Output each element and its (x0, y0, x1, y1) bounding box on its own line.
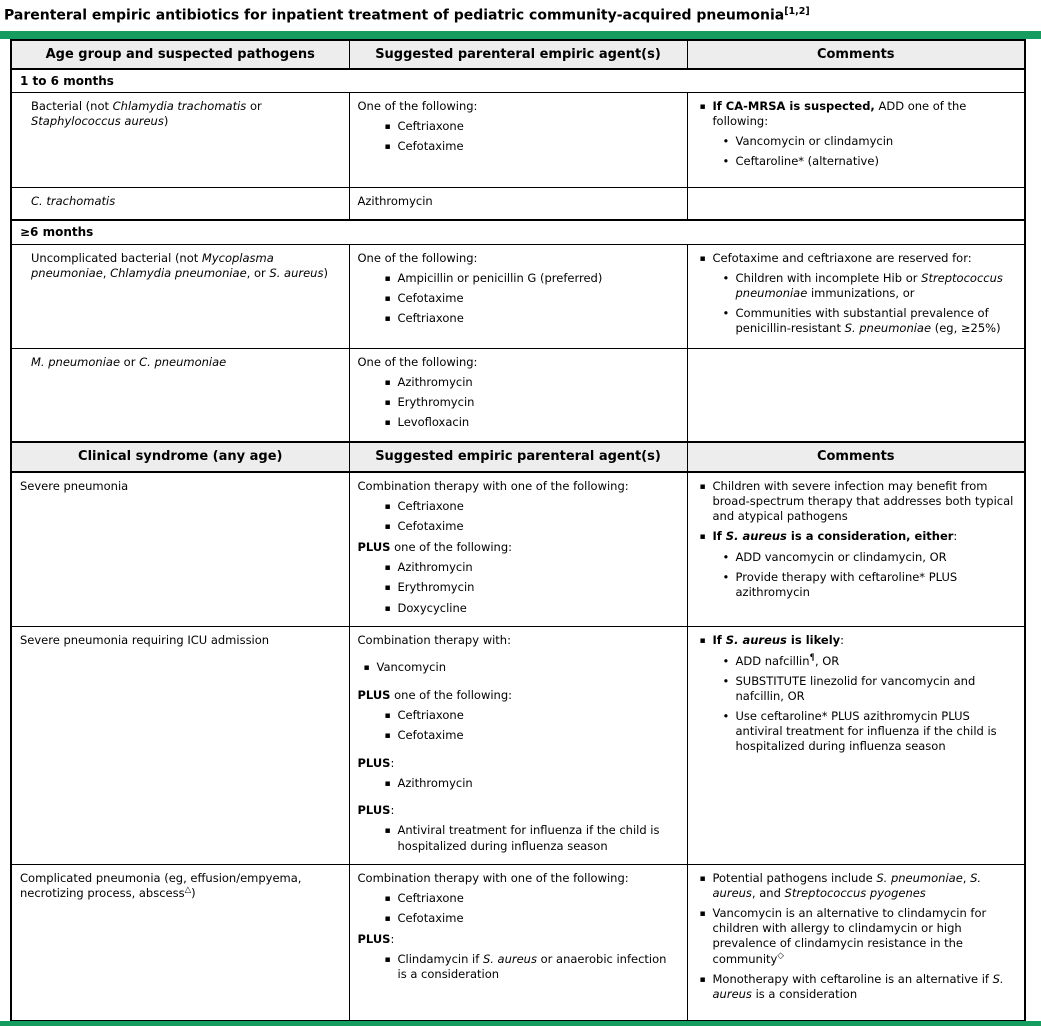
text-block (31, 251, 341, 281)
column-header: Suggested parenteral empiric agent(s) (349, 40, 687, 69)
bullet-text: Cefotaxime (397, 728, 464, 743)
column-header: Suggested empiric parenteral agent(s) (349, 442, 687, 472)
table-row (11, 187, 1025, 220)
text-block (358, 756, 679, 771)
agents-cell (349, 472, 687, 627)
comments-cell (687, 472, 1025, 627)
bullet-item (358, 708, 679, 723)
round-bullet-icon: • (722, 709, 730, 724)
text-run: ) (163, 114, 169, 129)
text-run: S. aureus (712, 870, 982, 900)
square-bullet-icon: ▪ (384, 778, 391, 789)
text-run: If (712, 633, 726, 648)
bullet-text: Cefotaxime (397, 291, 464, 306)
text-run: : (953, 529, 958, 544)
bullet-text: Antiviral treatment for influenza if the child is hospitalized during influenza season (397, 823, 660, 853)
square-bullet-icon: ▪ (699, 873, 706, 884)
table-row (11, 472, 1025, 627)
text-run: Clindamycin if (397, 951, 483, 966)
bullet-item (358, 519, 679, 534)
bullet-item (696, 906, 1017, 967)
text-block (31, 194, 341, 209)
bullet-item (696, 550, 1017, 565)
comments-cell (687, 864, 1025, 1020)
text-run: Streptococcus pyogenes (784, 885, 926, 900)
text-run: , and (751, 885, 785, 900)
square-bullet-icon: ▪ (384, 142, 391, 153)
text-run: ADD nafcillin (735, 653, 810, 668)
bullet-item (696, 99, 1017, 129)
footnote-symbol: △ (184, 885, 192, 896)
bullet-text (736, 306, 1017, 336)
pathogen-cell (11, 244, 349, 348)
square-bullet-icon: ▪ (384, 294, 391, 305)
square-bullet-icon: ▪ (384, 954, 391, 965)
text-block: One of the following: (357, 354, 478, 369)
bullet-text: Ceftriaxone (397, 499, 464, 514)
square-bullet-icon: ▪ (363, 663, 370, 674)
agents-cell (349, 348, 687, 442)
text-run: or anaerobic infection is a consideration (397, 951, 667, 982)
bullet-item (358, 560, 679, 575)
comments-cell (687, 627, 1025, 865)
bullet-text: Ceftriaxone (397, 119, 464, 134)
text-run: Staphylococcus aureus (31, 114, 164, 129)
text-run: Potential pathogens include (712, 870, 877, 885)
text-run: PLUS (357, 755, 391, 770)
comments-cell (687, 244, 1025, 348)
bullet-item (358, 580, 679, 595)
table-row (11, 348, 1025, 442)
square-bullet-icon: ▪ (699, 974, 706, 985)
text-run: (eg, ≥25%) (931, 321, 1001, 336)
table-row (11, 92, 1025, 187)
bullet-text: Provide therapy with ceftaroline* PLUS azithromycin (735, 569, 958, 600)
section-label: ≥6 months (11, 220, 1025, 244)
text-run: one of the following: (390, 539, 513, 554)
text-run: Streptococcus pneumoniae (735, 270, 1003, 301)
pathogen-cell (11, 627, 349, 865)
bullet-item (696, 972, 1017, 1002)
section-label: 1 to 6 months (11, 69, 1025, 93)
text-run: Monotherapy with ceftaroline is an alternative if (712, 971, 993, 986)
text-run: PLUS (357, 539, 391, 554)
text-run: Uncomplicated bacterial (not (31, 250, 202, 265)
bullet-item (358, 891, 679, 906)
bullet-text: Use ceftaroline* PLUS azithromycin PLUS antiviral treatment for influenza if the child is hospitalized during influenza season (735, 709, 997, 754)
bullet-item (358, 776, 679, 791)
text-run: is a consideration (751, 986, 858, 1001)
bullet-text (713, 99, 1017, 129)
section-row (11, 220, 1025, 244)
text-run: Chlamydia trachomatis (112, 98, 247, 113)
square-bullet-icon: ▪ (699, 636, 706, 647)
square-bullet-icon: ▪ (384, 502, 391, 513)
text-run: Chlamydia pneumoniae (110, 265, 247, 280)
text-run: S. pneumoniae (876, 870, 963, 885)
text-run: : (390, 755, 395, 770)
comments-cell (687, 187, 1025, 220)
bullet-text: Levofloxacin (397, 415, 470, 430)
text-run: Complicated pneumonia (eg, effusion/empyema, necrotizing process, abscess (20, 870, 302, 900)
bullet-item (358, 728, 679, 743)
text-run: S. pneumoniae (844, 321, 932, 336)
page-title (0, 0, 1041, 31)
text-run: or (120, 354, 140, 369)
bullet-text: Ceftriaxone (397, 311, 464, 326)
bullet-text: Cefotaxime and ceftriaxone are reserved for: (712, 250, 972, 265)
bullet-item (358, 952, 679, 982)
text-run: ) (323, 265, 328, 280)
column-header: Age group and suspected pathogens (11, 40, 349, 69)
text-run: immunizations, or (807, 286, 915, 301)
pathogen-cell (11, 187, 349, 220)
column-header: Clinical syndrome (any age) (11, 442, 349, 472)
bullet-text: Ceftriaxone (397, 707, 464, 722)
bullet-item (358, 911, 679, 926)
text-block (20, 871, 341, 901)
comments-cell (687, 348, 1025, 442)
text-run: Bacterial (not (31, 98, 113, 113)
bullet-text (713, 633, 1017, 648)
agents-cell (349, 92, 687, 187)
text-run: ) (191, 885, 196, 900)
round-bullet-icon: • (722, 154, 730, 169)
square-bullet-icon: ▪ (384, 603, 391, 614)
text-run: Vancomycin is an alternative to clindamycin for children with allergy to clindamycin or high prevalence of clindamycin resistance in the community (712, 906, 987, 966)
text-block: Azithromycin (357, 193, 433, 208)
text-run: C. pneumoniae (139, 354, 227, 369)
square-bullet-icon: ▪ (384, 826, 391, 837)
square-bullet-icon: ▪ (699, 101, 706, 112)
text-run: S. aureus (725, 529, 787, 544)
bullet-item (358, 660, 679, 675)
text-block (358, 932, 679, 947)
text-block: One of the following: (357, 250, 478, 265)
text-run: or (246, 98, 262, 113)
agents-cell (349, 627, 687, 865)
round-bullet-icon: • (722, 549, 730, 564)
text-run: If CA-MRSA is suspected, (712, 98, 875, 113)
text-block: Severe pneumonia (20, 478, 129, 493)
round-bullet-icon: • (722, 653, 730, 668)
header-row (11, 442, 1025, 472)
square-bullet-icon: ▪ (384, 562, 391, 573)
bullet-item (696, 871, 1017, 901)
bullet-item (696, 271, 1017, 301)
page-title-text: Parenteral empiric antibiotics for inpatient treatment of pediatric community-acquired pneumonia (4, 7, 785, 24)
bullet-item (358, 375, 679, 390)
bullet-item (696, 251, 1017, 266)
bullet-item (696, 709, 1017, 755)
text-block: Severe pneumonia requiring ICU admission (20, 633, 270, 648)
text-block (358, 540, 679, 555)
text-run: S. aureus (712, 971, 1004, 1001)
text-block (31, 355, 341, 370)
bullet-text: Azithromycin (397, 559, 473, 574)
bullet-item (696, 134, 1017, 149)
text-run: , OR (814, 653, 840, 668)
bullet-text: Ceftaroline* (alternative) (735, 154, 879, 169)
footnote-symbol: ¶ (809, 652, 815, 663)
text-block (358, 803, 679, 818)
round-bullet-icon: • (722, 134, 730, 149)
bullet-text (398, 952, 679, 982)
table-row (11, 244, 1025, 348)
text-run: : (390, 931, 395, 946)
pathogen-cell (11, 472, 349, 627)
text-run: , (962, 870, 971, 885)
bullet-text: Cefotaxime (397, 911, 464, 926)
bullet-item (696, 674, 1017, 704)
bullet-text: Vancomycin (376, 660, 446, 675)
comments-cell (687, 92, 1025, 187)
square-bullet-icon: ▪ (384, 273, 391, 284)
pathogen-cell (11, 348, 349, 442)
title-reference-superscript: [1,2] (784, 6, 810, 17)
bullet-item (696, 654, 1017, 669)
square-bullet-icon: ▪ (384, 377, 391, 388)
square-bullet-icon: ▪ (384, 522, 391, 533)
bullet-item (358, 395, 679, 410)
bullet-item (358, 415, 679, 430)
text-block: One of the following: (357, 98, 478, 113)
bullet-item (696, 306, 1017, 336)
text-run: one of the following: (390, 687, 513, 702)
text-run: PLUS (357, 687, 391, 702)
square-bullet-icon: ▪ (384, 710, 391, 721)
text-run: PLUS (357, 803, 391, 818)
text-run: Communities with substantial prevalence of penicillin-resistant (735, 306, 989, 336)
bullet-item (696, 570, 1017, 600)
text-run: S. aureus (725, 633, 787, 648)
table-row (11, 627, 1025, 865)
bullet-item (358, 139, 679, 154)
bullet-text: ADD vancomycin or clindamycin, OR (735, 549, 947, 564)
table-row (11, 864, 1025, 1020)
bullet-text: Erythromycin (397, 580, 475, 595)
round-bullet-icon: • (722, 306, 730, 321)
round-bullet-icon: • (722, 673, 730, 688)
square-bullet-icon: ▪ (699, 532, 706, 543)
bullet-text (713, 906, 1017, 967)
text-run: : (840, 633, 845, 648)
bullet-item (358, 119, 679, 134)
text-block (31, 99, 341, 129)
round-bullet-icon: • (722, 270, 730, 285)
text-run: , (102, 265, 111, 280)
bullet-item (358, 271, 679, 286)
bullet-text: Azithromycin (397, 374, 473, 389)
text-run: is likely (786, 633, 841, 648)
round-bullet-icon: • (722, 569, 730, 584)
bullet-item (358, 499, 679, 514)
column-header: Comments (687, 40, 1025, 69)
square-bullet-icon: ▪ (699, 909, 706, 920)
bullet-text: Ceftriaxone (397, 890, 464, 905)
bullet-text: Doxycycline (397, 600, 467, 615)
square-bullet-icon: ▪ (384, 914, 391, 925)
pathogen-cell (11, 864, 349, 1020)
header-row (11, 40, 1025, 69)
text-block: Combination therapy with one of the following: (357, 478, 629, 493)
text-run: is a consideration, either (786, 529, 954, 544)
text-run: S. aureus (269, 265, 324, 280)
bullet-item (358, 291, 679, 306)
pathogen-cell (11, 92, 349, 187)
square-bullet-icon: ▪ (699, 481, 706, 492)
text-run: M. pneumoniae (31, 354, 121, 369)
bullet-item (696, 633, 1017, 648)
text-block (358, 688, 679, 703)
square-bullet-icon: ▪ (384, 314, 391, 325)
bullet-item (358, 311, 679, 326)
column-header: Comments (687, 442, 1025, 472)
accent-bar-bottom (0, 1021, 1041, 1026)
square-bullet-icon: ▪ (384, 731, 391, 742)
agents-cell (349, 864, 687, 1020)
square-bullet-icon: ▪ (384, 893, 391, 904)
bullet-text: SUBSTITUTE linezolid for vancomycin and nafcillin, OR (735, 673, 976, 703)
bullet-text: Cefotaxime (397, 519, 464, 534)
text-run: Mycoplasma pneumoniae (31, 250, 274, 280)
square-bullet-icon: ▪ (699, 253, 706, 264)
text-run: S. aureus (482, 951, 537, 966)
text-run: : (390, 803, 395, 818)
square-bullet-icon: ▪ (384, 583, 391, 594)
antibiotics-table (10, 39, 1026, 1021)
section-row (11, 69, 1025, 93)
bullet-text (713, 871, 1017, 901)
bullet-text: Cefotaxime (397, 139, 464, 154)
bullet-item (358, 601, 679, 616)
accent-bar-top (0, 31, 1041, 39)
agents-cell (349, 187, 687, 220)
bullet-item (696, 479, 1017, 525)
bullet-text: Azithromycin (397, 775, 473, 790)
bullet-text: Children with severe infection may benefit from broad-spectrum therapy that addresses both typical and atypical pathogens (712, 478, 1014, 524)
bullet-text: Vancomycin or clindamycin (735, 134, 894, 149)
text-run: If (712, 529, 726, 544)
text-block: Combination therapy with one of the following: (357, 870, 629, 885)
bullet-text (736, 654, 1017, 669)
bullet-text: Erythromycin (397, 395, 475, 410)
text-run: Children with incomplete Hib or (735, 270, 922, 285)
bullet-item (358, 823, 679, 853)
footnote-symbol: ◇ (777, 950, 784, 961)
bullet-text (713, 529, 1017, 544)
agents-cell (349, 244, 687, 348)
text-run: PLUS (357, 931, 391, 946)
text-run: C. trachomatis (31, 193, 116, 208)
bullet-text (713, 972, 1017, 1002)
bullet-item (696, 154, 1017, 169)
square-bullet-icon: ▪ (384, 418, 391, 429)
text-run: ADD one of the following: (712, 98, 967, 129)
bullet-text (736, 271, 1017, 301)
square-bullet-icon: ▪ (384, 398, 391, 409)
bullet-item (696, 529, 1017, 544)
text-block: Combination therapy with: (357, 633, 511, 648)
text-run: , or (246, 265, 270, 280)
square-bullet-icon: ▪ (384, 122, 391, 133)
bullet-text: Ampicillin or penicillin G (preferred) (397, 270, 603, 285)
